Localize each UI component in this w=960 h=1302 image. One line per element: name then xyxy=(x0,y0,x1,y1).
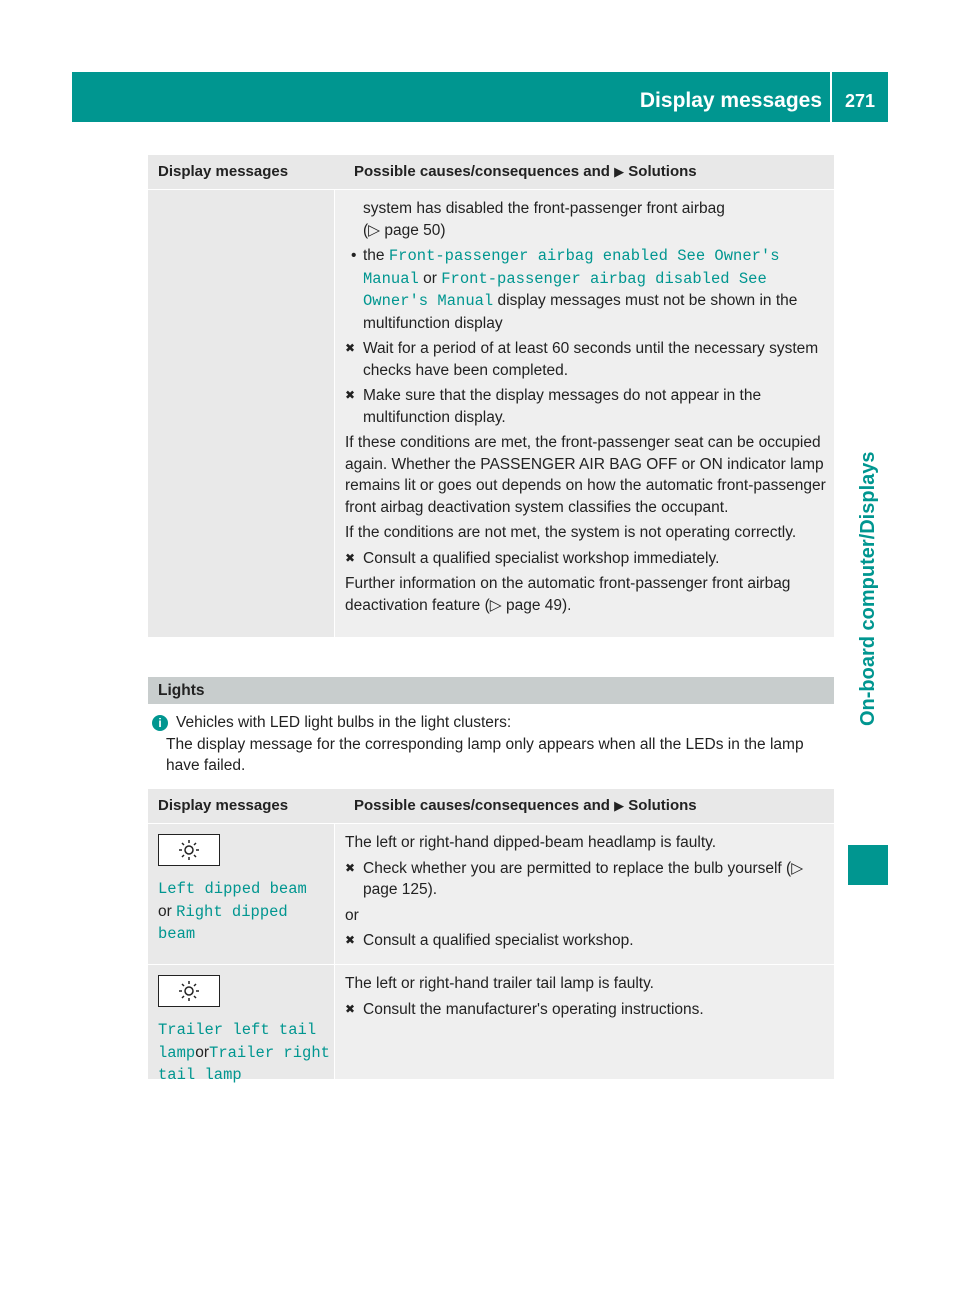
causes-cell xyxy=(335,824,834,964)
continued-line: system has disabled the front-passenger front airbag xyxy=(363,200,725,217)
instruction-arrow-icon: ✖ xyxy=(345,550,356,565)
display-messages-table-1 xyxy=(148,155,834,638)
info-line-1: Vehicles with LED light bulbs in the light clusters: xyxy=(176,714,512,731)
table-header-row xyxy=(148,155,834,190)
display-messages-table-2 xyxy=(148,789,834,1084)
instruction-step xyxy=(345,338,826,381)
instruction-arrow-icon: ✖ xyxy=(345,933,356,947)
info-note xyxy=(150,712,834,777)
instruction-arrow-icon: ✖ xyxy=(345,341,356,355)
paragraph-conditions-met: If these conditions are met, the front-passenger seat can be occupied again. Whether the PASSENGER AIR BAG OFF or ON indicator lamp remains lit or goes out depends on how the automatic front-passenger front airbag deactivation system classifies the occupant. xyxy=(345,434,826,516)
info-icon: i xyxy=(152,715,168,731)
instruction-step xyxy=(345,930,826,952)
or-text: or xyxy=(158,902,172,920)
section-heading-lights xyxy=(148,677,834,704)
display-message-left-dipped-beam: Left dipped beam xyxy=(158,880,307,898)
instruction-arrow-icon: ✖ xyxy=(345,1001,356,1016)
table-row xyxy=(148,965,834,1084)
solution-arrow-icon: ▶ xyxy=(614,164,625,179)
column-header-causes-text: Possible causes/consequences and xyxy=(354,163,610,180)
table-row xyxy=(148,190,834,638)
display-message-right-dipped-beam: Right dipped beam xyxy=(158,902,288,943)
message-cell-empty xyxy=(148,190,335,637)
column-header-causes-text: Possible causes/consequences and xyxy=(354,797,610,814)
side-chapter-marker xyxy=(848,845,888,885)
instruction-step xyxy=(345,385,826,428)
column-header-solutions-text: Solutions xyxy=(628,163,697,180)
instruction-arrow-icon: ✖ xyxy=(345,388,356,402)
bullet-the: the xyxy=(363,247,385,264)
page-header-title: Display messages xyxy=(639,89,822,112)
display-message-trailer-right-tail-lamp: Trailer right tail lamp xyxy=(158,1043,330,1084)
side-chapter-label: On-board computer/Displays xyxy=(857,451,879,726)
message-cell xyxy=(148,965,335,1084)
bulb-icon-glyph xyxy=(178,980,200,1002)
instruction-step xyxy=(345,548,826,570)
bullet-item xyxy=(345,245,826,334)
step-text: Make sure that the display messages do not appear in the multifunction display. xyxy=(363,387,762,426)
column-header-solutions-text: Solutions xyxy=(628,797,697,814)
column-header-causes xyxy=(344,155,697,189)
page-reference-50[interactable]: (▷ page 50) xyxy=(363,221,446,239)
or-text: or xyxy=(345,906,359,924)
step-text: Consult a qualified specialist workshop immediately. xyxy=(363,549,720,567)
instruction-step xyxy=(345,858,826,901)
message-names xyxy=(158,1019,334,1087)
step-text: Consult a qualified specialist workshop. xyxy=(363,932,634,949)
step-text: Wait for a period of at least 60 seconds until the necessary system checks have been completed. xyxy=(363,340,819,379)
page-number: 271 xyxy=(844,91,876,111)
continued-text xyxy=(345,198,826,241)
or-text: or xyxy=(423,269,437,287)
paragraph-further-information: Further information on the automatic front-passenger front airbag deactivation feature (▷ page 49). xyxy=(345,575,791,614)
side-chapter-tab xyxy=(848,150,888,730)
display-message-trailer-left-tail-lamp: Trailer left tail lamp xyxy=(158,1021,317,1062)
message-names xyxy=(158,878,334,946)
bulb-icon-glyph xyxy=(178,839,200,861)
cause-text: The left or right-hand trailer tail lamp is faulty. xyxy=(345,975,654,992)
section-title: Lights xyxy=(158,682,205,699)
solution-arrow-icon: ▶ xyxy=(614,798,625,813)
message-cell xyxy=(148,824,335,964)
bulb-icon xyxy=(158,834,220,866)
column-header-messages: Display messages xyxy=(158,163,289,180)
info-line-2: The display message for the corresponding lamp only appears when all the LEDs in the lamp have failed. xyxy=(166,735,804,774)
instruction-arrow-icon: ✖ xyxy=(345,860,356,875)
display-message-airbag-enabled: Front-passenger airbag enabled See Owner's Manual xyxy=(363,247,780,288)
display-message-airbag-disabled: Front-passenger airbag disabled See Owner's Manual xyxy=(363,269,767,310)
instruction-step xyxy=(345,999,826,1021)
causes-cell xyxy=(335,190,834,637)
table-header-row xyxy=(148,789,834,824)
cause-text: The left or right-hand dipped-beam headlamp is faulty. xyxy=(345,834,717,851)
step-text: Consult the manufacturer's operating instructions. xyxy=(363,1000,704,1018)
step-text: Check whether you are permitted to replace the bulb yourself (▷ page 125). xyxy=(363,859,804,898)
causes-cell xyxy=(335,965,834,1079)
table-row xyxy=(148,824,834,965)
or-text: or xyxy=(195,1043,210,1061)
column-header-messages: Display messages xyxy=(158,797,289,814)
paragraph-conditions-not-met: If the conditions are not met, the system is not operating correctly. xyxy=(345,524,797,541)
bullet-rest: display messages must not be shown in the multifunction display xyxy=(363,292,798,332)
bulb-icon xyxy=(158,975,220,1007)
column-header-causes xyxy=(344,789,697,823)
